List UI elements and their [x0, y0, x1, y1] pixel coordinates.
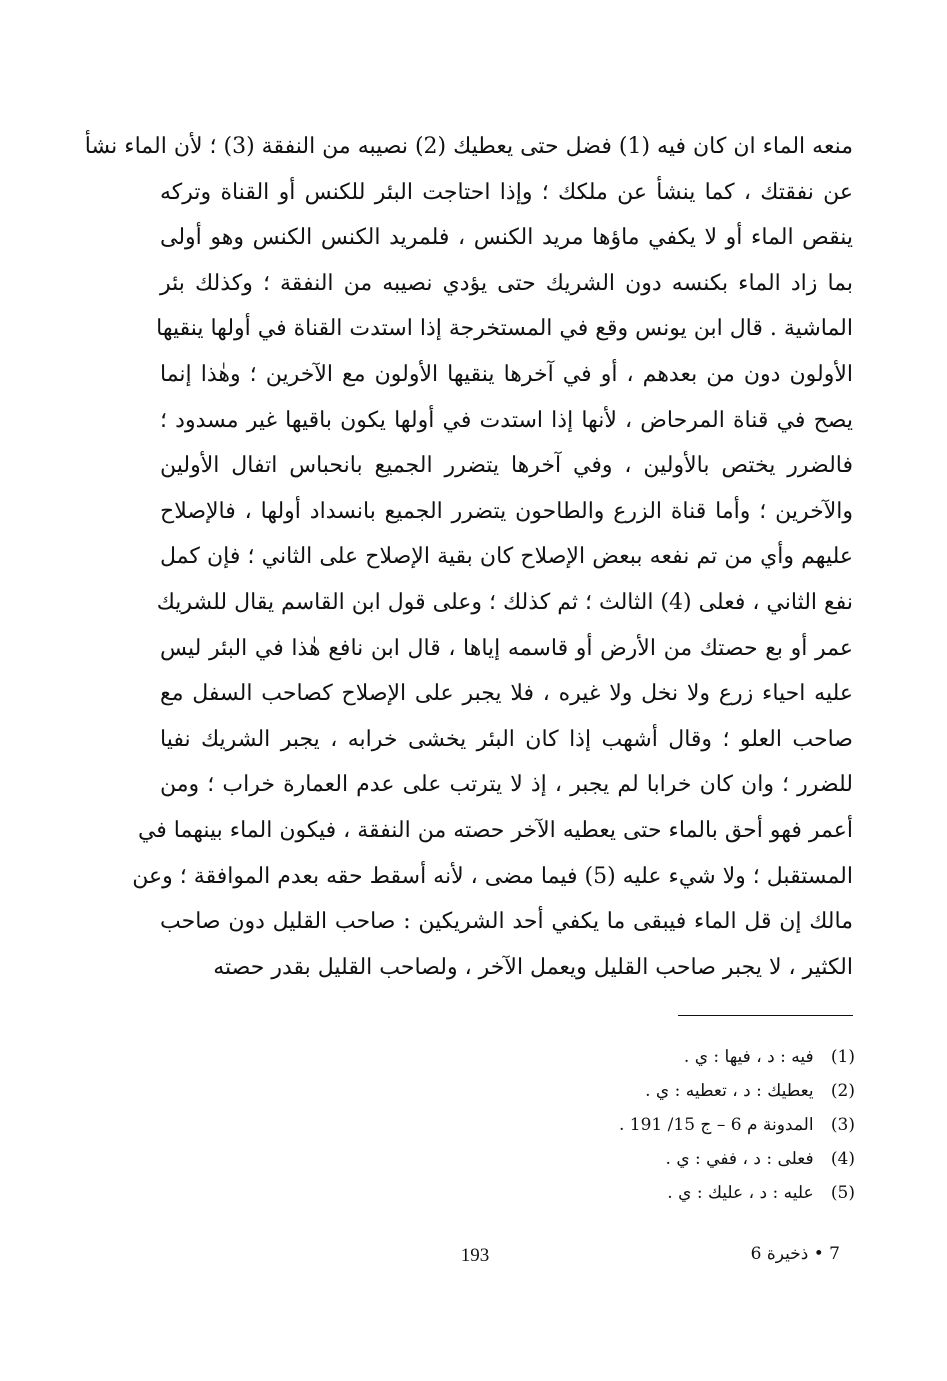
footnote-text: فعلى : د ، ففي : ي .: [665, 1149, 814, 1169]
text-line: الأولون دون من بعدهم ، أو في آخرها ينقيها الأولون مع الآخرين ؛ وهٰذا إنما: [160, 361, 853, 387]
text-line: الماشية . قال ابن يونس وقع في المستخرجة إذا استدت القناة في أولها ينقيها: [156, 316, 853, 342]
page-number: 193: [460, 1245, 490, 1266]
text-line: للضرر ؛ وان كان خرابا لم يجبر ، إذ لا يترتب على عدم العمارة خراب ؛ ومن: [160, 772, 853, 798]
footnote-separator: [678, 1015, 853, 1016]
footnote-item: [360, 1108, 855, 1142]
footnote-number: (1): [830, 1047, 855, 1067]
footnote-item: [360, 1142, 855, 1176]
text-line: عليهم وأي من تم نفعه ببعض الإصلاح كان بقية الإصلاح على الثاني ؛ فإن كمل: [160, 544, 853, 570]
text-line: ينقص الماء أو لا يكفي ماؤها مريد الكنس ، فلمريد الكنس الكنس وهو أولى: [160, 225, 853, 251]
footnote-text: فيه : د ، فيها : ي .: [683, 1047, 814, 1067]
footnote-number: (4): [830, 1149, 855, 1169]
footnote-text: المدونة م 6 – ج 15/ 191 .: [618, 1115, 814, 1135]
footnote-number: (3): [830, 1115, 855, 1135]
footnote-item: [360, 1040, 855, 1074]
text-line: عليه احياء زرع ولا نخل ولا غيره ، فلا يجبر على الإصلاح كصاحب السفل مع: [160, 681, 853, 707]
text-line: أعمر فهو أحق بالماء حتى يعطيه الآخر حصته من النفقة ، فيكون الماء بينهما في: [137, 817, 853, 843]
text-line: المستقبل ؛ ولا شيء عليه (5) فيما مضى ، لأنه أسقط حقه بعدم الموافقة ؛ وعن: [132, 863, 853, 889]
text-line: عمر أو بع حصتك من الأرض أو قاسمه إياها ، قال ابن نافع هٰذا في البئر ليس: [160, 635, 853, 661]
printer-signature: 7 • ذخيرة 6: [750, 1244, 840, 1264]
main-text-block: [84, 124, 853, 990]
footnote-number: (2): [830, 1081, 855, 1101]
text-line: منعه الماء ان كان فيه (1) فضل حتى يعطيك (2) نصيبه من النفقة (3) ؛ لأن الماء نشأ: [84, 134, 853, 159]
text-line: مالك إن قل الماء فيبقى ما يكفي أحد الشريكين : صاحب القليل دون صاحب: [160, 909, 853, 935]
footnote-item: [360, 1074, 855, 1108]
text-line: صاحب العلو ؛ وقال أشهب إذا كان البئر يخشى خرابه ، يجبر الشريك نفيا: [160, 726, 853, 752]
footnote-text: عليه : د ، عليك : ي .: [667, 1183, 814, 1203]
text-line: نفع الثاني ، فعلى (4) الثالث ؛ ثم كذلك ؛ وعلى قول ابن القاسم يقال للشريك: [156, 589, 853, 615]
text-line: فالضرر يختص بالأولين ، وفي آخرها يتضرر الجميع بانحباس اتفال الأولين: [160, 453, 853, 479]
text-line: يصح في قناة المرحاض ، لأنها إذا استدت في أولها يكون باقيها غير مسدود ؛: [160, 407, 853, 433]
footnote-text: يعطيك : د ، تعطيه : ي .: [645, 1081, 814, 1101]
text-line: والآخرين ؛ وأما قناة الزرع والطاحون يتضرر الجميع بانسداد أولها ، فالإصلاح: [160, 498, 853, 524]
footnote-item: [360, 1176, 855, 1210]
text-line: بما زاد الماء بكنسه دون الشريك حتى يؤدي نصيبه من النفقة ؛ وكذلك بئر: [160, 270, 853, 296]
text-line: الكثير ، لا يجبر صاحب القليل ويعمل الآخر ، ولصاحب القليل بقدر حصته: [213, 954, 853, 980]
footnotes-list: [360, 1040, 855, 1210]
text-line: عن نفقتك ، كما ينشأ عن ملكك ؛ وإذا احتاجت البئر للكنس أو القناة وتركه: [160, 179, 853, 205]
footnote-number: (5): [830, 1183, 855, 1203]
